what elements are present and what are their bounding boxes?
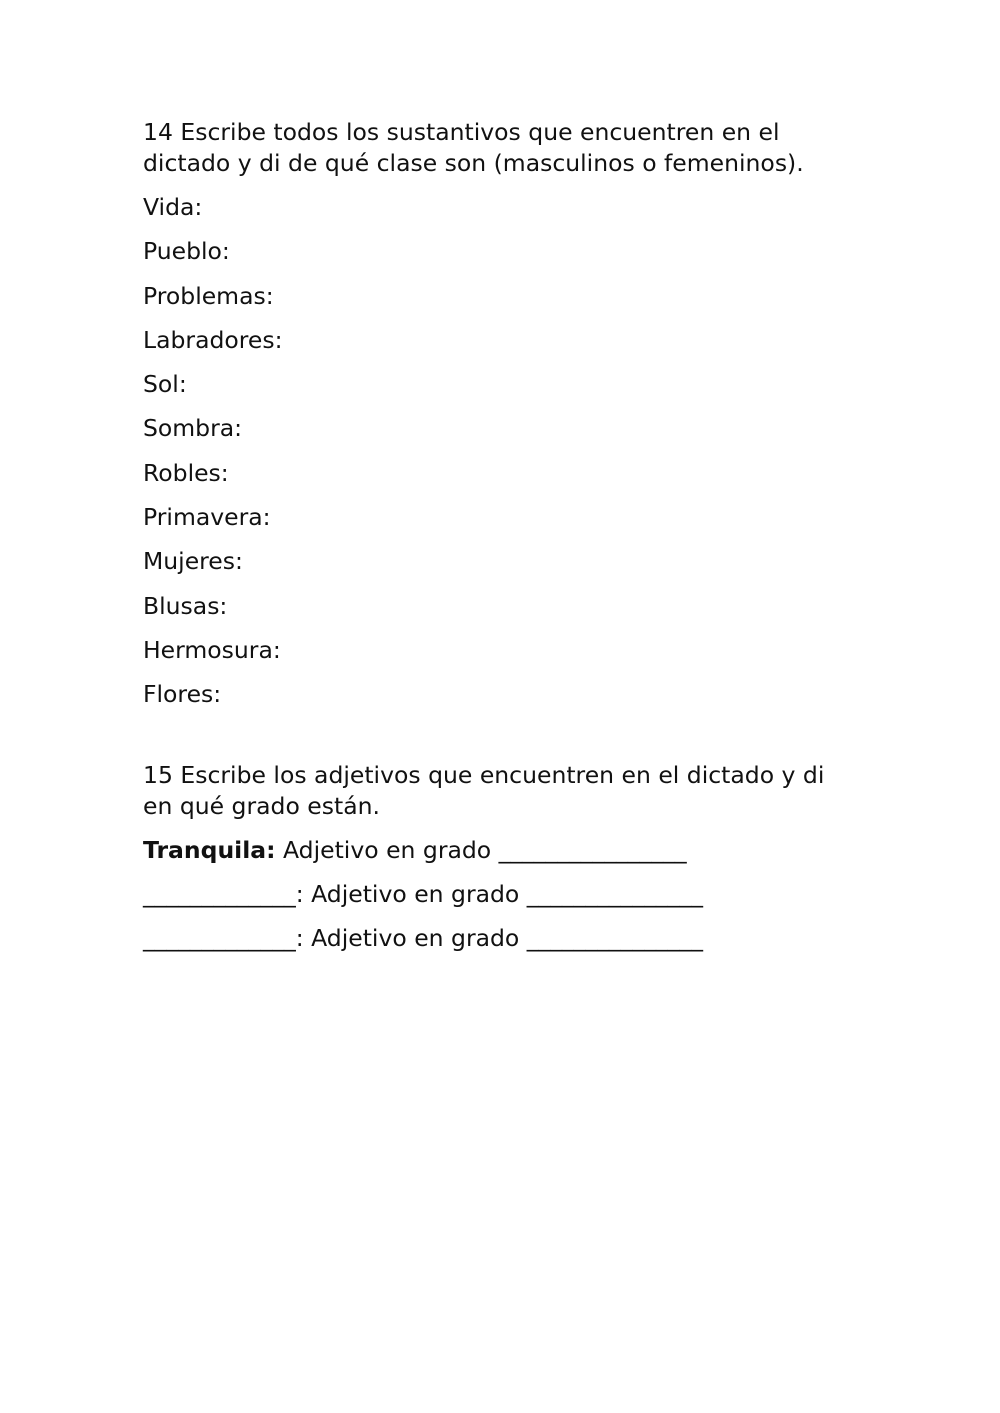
noun-item: Pueblo: <box>143 237 230 266</box>
noun-item: Hermosura: <box>143 635 281 664</box>
exercise-14-instruction-line2: dictado y di de qué clase son (masculinos o femeninos). <box>143 149 804 177</box>
adjective-word-blank: _____________ <box>143 924 296 953</box>
noun-item: Blusas: <box>143 591 228 620</box>
noun-item: Robles: <box>143 458 229 487</box>
exercise-15-instruction-line1: 15 Escribe los adjetivos que encuentren en el dictado y di <box>143 760 825 789</box>
adjective-grade-text: : Adjetivo en grado _______________ <box>295 924 704 953</box>
noun-item: Problemas: <box>143 281 274 310</box>
noun-item: Mujeres: <box>143 547 243 576</box>
noun-item: Labradores: <box>143 325 283 354</box>
exercise-15-instruction <box>143 760 843 822</box>
noun-item: Sombra: <box>143 414 243 443</box>
exercise-15-instruction-line2: en qué grado están. <box>143 791 380 820</box>
adjective-word-blank: _____________ <box>143 879 296 908</box>
worksheet-page <box>143 117 843 967</box>
adjective-row <box>143 923 843 967</box>
exercise-14-instruction-line1: 14 Escribe todos los sustantivos que encuentren en el <box>143 118 780 146</box>
noun-item: Sol: <box>143 370 187 399</box>
noun-item: Flores: <box>143 680 222 709</box>
noun-item: Vida: <box>143 193 203 221</box>
exercise-14 <box>143 117 843 724</box>
adjective-row <box>143 879 843 923</box>
exercise-14-instruction <box>143 117 843 179</box>
adjective-grade-text: : Adjetivo en grado _______________ <box>295 879 704 908</box>
adjective-word: Tranquila: <box>143 835 276 864</box>
adjective-list <box>143 835 843 968</box>
adjective-row <box>143 835 843 879</box>
noun-item: Primavera: <box>143 503 271 532</box>
adjective-grade-text: Adjetivo en grado ________________ <box>275 835 687 864</box>
exercise-15 <box>143 760 843 968</box>
noun-list <box>143 192 843 724</box>
